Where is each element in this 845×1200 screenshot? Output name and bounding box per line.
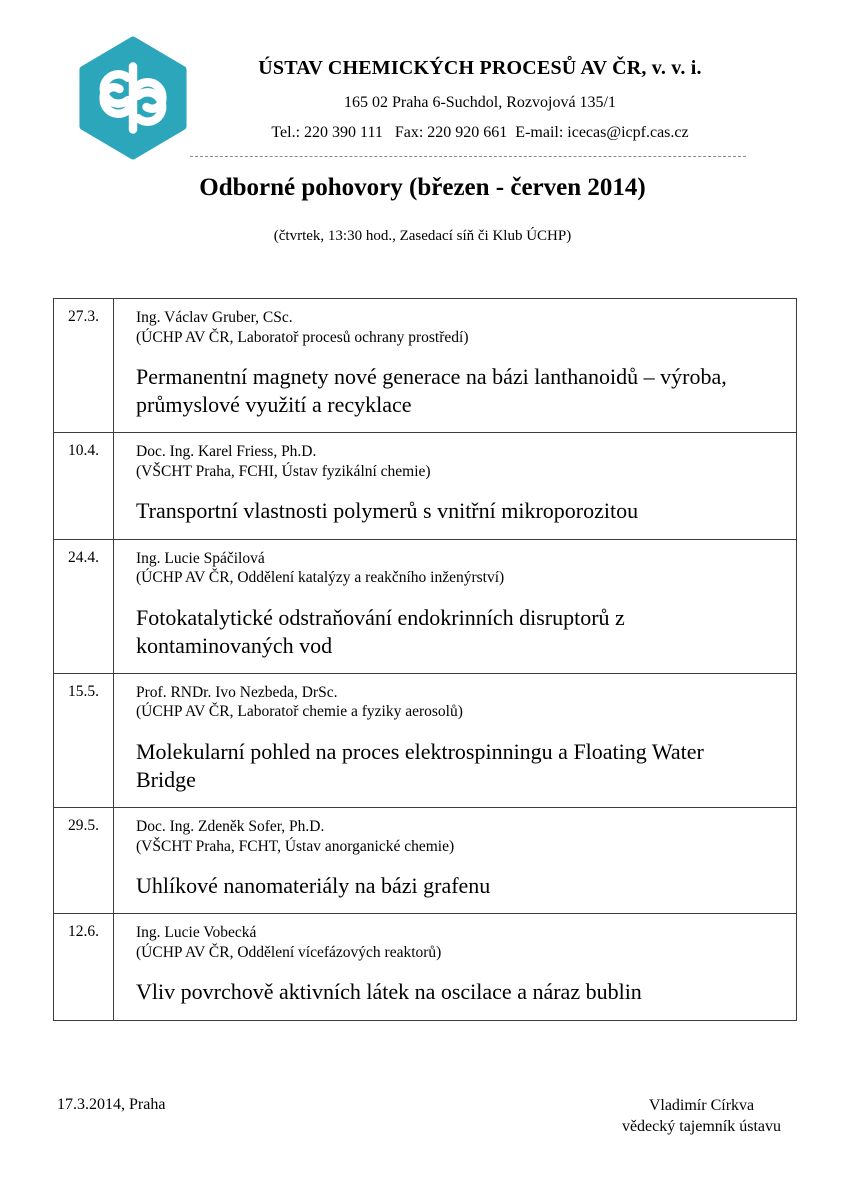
talk-title: Fotokatalytické odstraňování endokrinních disruptorů z kontaminovaných vod xyxy=(136,604,625,658)
institute-name: ÚSTAV CHEMICKÝCH PROCESŮ AV ČR, v. v. i. xyxy=(258,57,702,79)
seminar-schedule-table xyxy=(53,298,797,1021)
table-row xyxy=(54,808,796,914)
speaker-name: Doc. Ing. Karel Friess, Ph.D. xyxy=(136,443,317,461)
seminar-details xyxy=(114,914,796,1019)
table-row xyxy=(54,914,796,1019)
speaker-affiliation: (VŠCHT Praha, FCHI, Ústav fyzikální chemie) xyxy=(136,462,431,480)
seminar-date: 12.6. xyxy=(54,914,114,1019)
page-title: Odborné pohovory (březen - červen 2014) xyxy=(199,174,646,201)
signature-block xyxy=(622,1096,781,1138)
seminar-details xyxy=(114,674,796,807)
table-row xyxy=(54,433,796,539)
speaker-affiliation: (VŠCHT Praha, FCHT, Ústav anorganické chemie) xyxy=(136,837,455,855)
speaker-name: Prof. RNDr. Ivo Nezbeda, DrSc. xyxy=(136,683,338,701)
seminar-details xyxy=(114,299,796,432)
page-subtitle: (čtvrtek, 13:30 hod., Zasedací síň či Klub ÚCHP) xyxy=(273,228,572,244)
talk-title: Permanentní magnety nové generace na bázi lanthanoidů – výroba, průmyslové využití a recyklace xyxy=(136,364,727,418)
header-divider xyxy=(190,156,746,157)
signature-role: vědecký tajemník ústavu xyxy=(621,1117,781,1135)
seminar-date: 27.3. xyxy=(54,299,114,432)
institute-contact: Tel.: 220 390 111 Fax: 220 920 661 E-mail: icecas@icpf.cas.cz xyxy=(271,124,689,141)
talk-title: Uhlíkové nanomateriály na bázi grafenu xyxy=(136,873,491,899)
seminar-date: 15.5. xyxy=(54,674,114,807)
speaker-affiliation: (ÚCHP AV ČR, Laboratoř chemie a fyziky aerosolů) xyxy=(136,703,463,721)
institute-logo xyxy=(76,36,190,160)
table-row xyxy=(54,674,796,808)
seminar-date: 29.5. xyxy=(54,808,114,913)
table-row xyxy=(54,540,796,674)
speaker-name: Doc. Ing. Zdeněk Sofer, Ph.D. xyxy=(136,818,325,836)
table-row xyxy=(54,299,796,433)
speaker-affiliation: (ÚCHP AV ČR, Laboratoř procesů ochrany prostředí) xyxy=(136,328,469,346)
speaker-affiliation: (ÚCHP AV ČR, Oddělení vícefázových reaktorů) xyxy=(136,943,442,961)
talk-title: Transportní vlastnosti polymerů s vnitřní mikroporozitou xyxy=(136,498,639,524)
institute-address: 165 02 Praha 6-Suchdol, Rozvojová 135/1 xyxy=(344,94,616,111)
seminar-date: 10.4. xyxy=(54,433,114,538)
speaker-name: Ing. Lucie Spáčilová xyxy=(136,549,265,567)
seminar-details xyxy=(114,540,796,673)
uchp-hexagon-icon xyxy=(76,36,190,160)
seminar-details xyxy=(114,433,796,538)
seminar-date: 24.4. xyxy=(54,540,114,673)
speaker-name: Ing. Lucie Vobecká xyxy=(136,924,257,942)
signature-name: Vladimír Církva xyxy=(648,1097,755,1114)
letterhead xyxy=(180,57,780,142)
speaker-name: Ing. Václav Gruber, CSc. xyxy=(136,309,293,326)
footer-date-place: 17.3.2014, Praha xyxy=(57,1096,166,1113)
seminar-details xyxy=(114,808,796,913)
talk-title: Molekularní pohled na proces elektrospinningu a Floating Water Bridge xyxy=(136,738,704,793)
talk-title: Vliv povrchově aktivních látek na oscilace a náraz bublin xyxy=(136,979,642,1005)
speaker-affiliation: (ÚCHP AV ČR, Oddělení katalýzy a reakčního inženýrství) xyxy=(136,569,505,587)
